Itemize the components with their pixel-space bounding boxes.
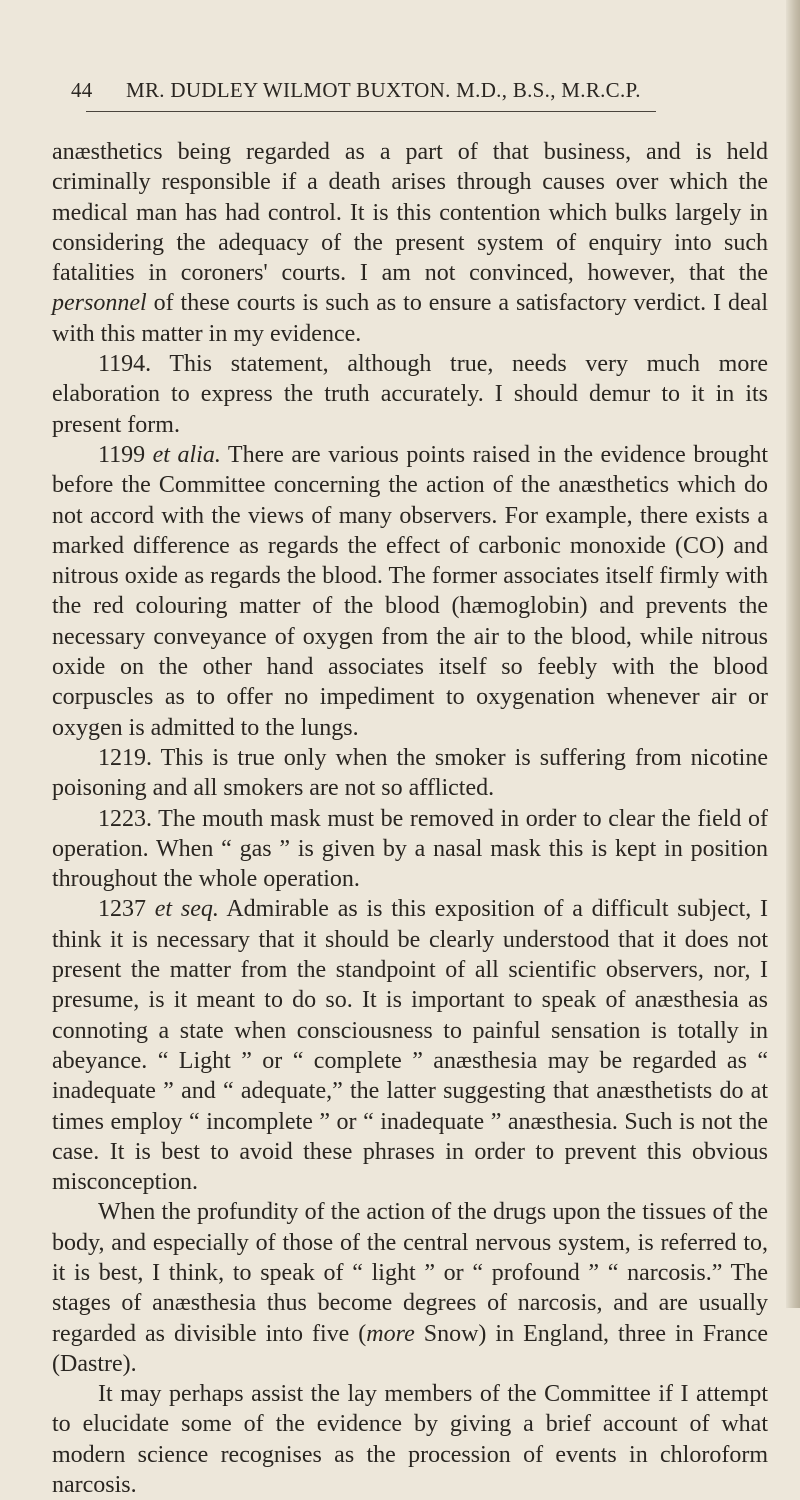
- body-text: [52, 137, 768, 1500]
- running-title: MR. DUDLEY WILMOT BUXTON. M.D., B.S., M.R.C.P.: [126, 78, 641, 102]
- paragraph-1199: 1199 et alia. There are various points raised in the evidence brought before the Committee concerning the action of the anæsthetics which do not accord with the views of many observers. For example, there exists a marked difference as regards the effect of carbonic monoxide (CO) and nitrous oxide as regards the blood. The former associates itself firmly with the red colouring matter of the blood (hæmoglobin) and prevents the necessary conveyance of oxygen from the air to the blood, while nitrous oxide on the other hand associates itself so feebly with the blood corpuscles as to offer no impediment to oxygenation whenever air or oxygen is admitted to the lungs.: [52, 441, 768, 741]
- paragraph-1194: 1194. This statement, although true, needs very much more elaboration to express the truth accurately. I should demur to it in its present form.: [52, 351, 768, 438]
- paragraph-number: 1223.: [98, 805, 152, 832]
- page-edge: [786, 0, 800, 1308]
- paragraph-number: 1199: [98, 441, 153, 468]
- paragraph: It may perhaps assist the lay members of the Committee if I attempt to elucidate some of the evidence by giving a brief account of what modern science recognises as the procession of events in chloroform narcosis.: [52, 1381, 768, 1499]
- paragraph-1237: 1237 et seq. Admirable as is this exposition of a difficult subject, I think it is necessary that it should be clearly understood that it does not present the matter from the standpoint of all scientific observers, nor, I presume, is it meant to do so. It is important to speak of anæsthesia as connoting a state when consciousness to painful sensation is totally in abeyance. “ Light ” or “ complete ” anæsthesia may be regarded as “ inadequate ” and “ adequate,” the latter suggesting that anæsthetists do at times employ “ incomplete ” or “ inadequate ” anæsthesia. Such is not the case. It is best to avoid these phrases in order to prevent this obvious misconception.: [52, 896, 769, 1196]
- paragraph-number: 1219.: [98, 744, 152, 771]
- paragraph-number: 1194.: [98, 351, 152, 378]
- paragraph-1223: 1223. The mouth mask must be removed in order to clear the field of operation. When “ gas ” is given by a nasal mask this is kept in position throughout the whole operation.: [52, 805, 768, 893]
- header-rule: [86, 111, 656, 112]
- paragraph-1219: 1219. This is true only when the smoker is suffering from nicotine poisoning and all smokers are not so afflicted.: [52, 744, 768, 802]
- page-number: 44: [71, 78, 93, 102]
- paragraph-number: 1237: [98, 896, 155, 923]
- running-header: [71, 78, 651, 103]
- paragraph: anæsthetics being regarded as a part of that business, and is held criminally responsible if a death arises through causes over which the medical man has had control. It is this contention which bulks largely in considering the adequacy of the present system of enquiry into such fatalities in coroners' courts. I am not convinced, however, that the personnel of these courts is such as to ensure a satisfactory verdict. I deal with this matter in my evidence.: [52, 139, 768, 347]
- paragraph: When the profundity of the action of the drugs upon the tissues of the body, and especially of those of the central nervous system, is referred to, it is best, I think, to speak of “ light ” or “ profound ” “ narcosis.” The stages of anæsthesia thus become degrees of narcosis, and are usually regarded as divisible into five (more Snow) in England, three in France (Dastre).: [52, 1199, 769, 1377]
